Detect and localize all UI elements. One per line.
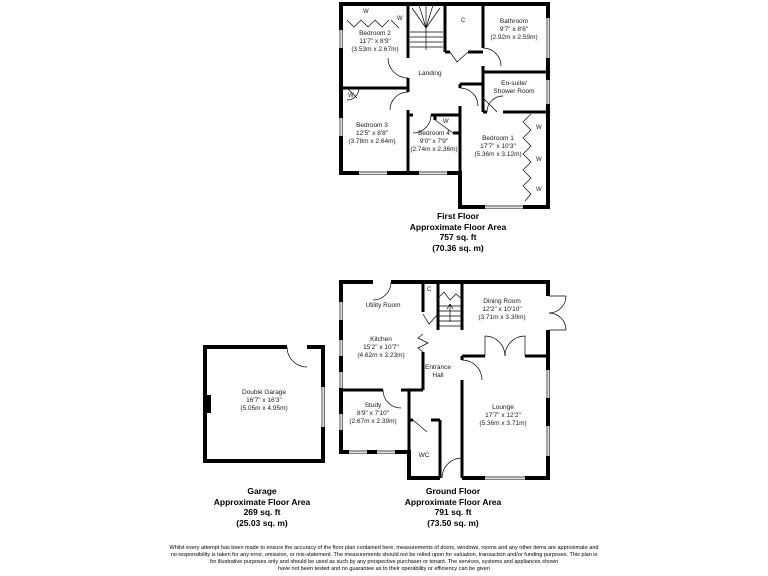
- room-label-lounge: [465, 404, 541, 428]
- lounge-name: Lounge: [492, 404, 514, 411]
- room-label-bedroom4: [397, 130, 471, 154]
- bedroom3-metric: (3.78m x 2.64m): [348, 138, 396, 145]
- wardrobe-label: W: [536, 157, 542, 163]
- room-label-study: [337, 402, 409, 426]
- bathroom-metric: (2.92m x 2.59m): [490, 34, 538, 41]
- dining-imperial: 12'2" x 10'10": [482, 306, 522, 313]
- dining-name: Dining Room: [483, 298, 521, 305]
- disclaimer-line3: for illustrative purposes only and should be used as such by any prospective purchaser or tenant. The services, systems and appliances shown: [209, 558, 559, 565]
- room-label-bedroom3: [339, 122, 405, 146]
- bathroom-imperial: 9'7" x 8'6": [499, 26, 529, 33]
- garage-metric: (5.05m x 4.95m): [240, 405, 288, 412]
- garage-door-gap: [287, 344, 307, 350]
- study-name: Study: [364, 402, 382, 409]
- room-label-bedroom1: [462, 135, 534, 159]
- disclaimer-line4: have not been tested and no guarantee as to their operability or efficiency can be given: [278, 565, 490, 572]
- room-label-kitchen: [343, 336, 419, 360]
- room-label-garage: [205, 389, 323, 413]
- ground-floor-plan: [335, 268, 570, 483]
- ground-floor-area-m: (73.50 sq. m): [427, 517, 479, 528]
- garage-title: Garage: [247, 486, 277, 496]
- bedroom4-metric: (2.74m x 2.36m): [410, 146, 458, 153]
- hall-name2: Hall: [432, 372, 444, 379]
- garage-subtitle: Approximate Floor Area: [213, 496, 311, 507]
- first-floor-subtitle: Approximate Floor Area: [409, 221, 507, 232]
- cupboard-label: C: [461, 18, 466, 24]
- bedroom4-name: Bedroom 4: [418, 130, 450, 137]
- garage-area-ft: 269 sq. ft: [243, 507, 281, 517]
- bedroom2-metric: (3.53m x 2.67m): [351, 46, 399, 53]
- first-floor-area-m: (70.36 sq. m): [432, 242, 484, 253]
- ground-floor-subtitle: Approximate Floor Area: [404, 496, 502, 507]
- first-floor-caption: [358, 211, 558, 253]
- landing-name: Landing: [418, 70, 442, 77]
- lounge-metric: (5.36m x 3.71m): [479, 420, 527, 427]
- lounge-imperial: 17'7" x 12'2": [485, 412, 521, 419]
- bedroom1-name: Bedroom 1: [482, 135, 514, 142]
- wardrobe-label: W: [363, 9, 369, 15]
- bedroom4-imperial: 9'0" x 7'9": [419, 138, 449, 145]
- wardrobe-label: W: [397, 16, 403, 22]
- disclaimer-line2: no responsibility is taken for any error, omission, or mis-statement. The measurements should not be relied upon for valuation, transaction and/or funding purposes. This plan is: [170, 551, 598, 558]
- bedroom1-imperial: 17'7" x 10'3": [480, 143, 516, 150]
- bedroom3-name: Bedroom 3: [356, 122, 388, 129]
- wardrobe-label: W: [348, 93, 354, 99]
- study-metric: (2.67m x 2.39m): [349, 418, 397, 425]
- ground-floor-area-ft: 791 sq. ft: [434, 507, 472, 517]
- room-label-bathroom: [481, 18, 547, 42]
- room-label-landing: [400, 70, 460, 78]
- room-label-hall: [413, 364, 463, 380]
- wardrobe-label: W: [443, 119, 449, 125]
- first-floor-title: First Floor: [436, 211, 480, 221]
- bedroom3-imperial: 12'5" x 8'8": [355, 130, 389, 137]
- dining-metric: (3.71m x 3.30m): [478, 314, 526, 321]
- first-floor-stairs: [410, 4, 443, 50]
- disclaimer-line1: Whilst every attempt has been made to ensure the accuracy of the floor plan contained here, measurements of doors, windows, rooms and any other items are approximate and: [169, 545, 599, 551]
- ensuite-name2: Shower Room: [493, 88, 535, 95]
- ground-floor-caption: [353, 486, 553, 528]
- utility-name: Utility Room: [365, 302, 401, 309]
- cupboard-label: C: [427, 287, 432, 293]
- garage-name: Double Garage: [241, 389, 287, 396]
- first-floor-plan: [335, 0, 570, 212]
- room-label-ensuite: [481, 80, 547, 96]
- study-imperial: 8'9" x 7'10": [356, 410, 390, 417]
- ground-floor-title: Ground Floor: [425, 486, 481, 496]
- bedroom2-name: Bedroom 2: [359, 30, 391, 37]
- garage-plan: [195, 335, 335, 475]
- kitchen-imperial: 15'2" x 10'7": [363, 344, 399, 351]
- room-label-bedroom2: [339, 30, 411, 54]
- wc-name: WC: [418, 452, 430, 459]
- bedroom2-imperial: 11'7" x 8'9": [359, 38, 391, 45]
- room-label-utility: [347, 302, 419, 310]
- garage-area-m: (25.03 sq. m): [236, 517, 288, 528]
- garage-imperial: 16'7" x 16'3": [246, 397, 282, 404]
- kitchen-metric: (4.62m x 3.23m): [357, 352, 405, 359]
- hall-name: Entrance: [424, 364, 452, 371]
- wardrobe-label: W: [536, 125, 542, 131]
- garage-caption: [162, 486, 362, 528]
- first-floor-area-ft: 757 sq. ft: [439, 232, 477, 242]
- bathroom-name: Bathroom: [499, 18, 529, 25]
- ensuite-name: En-suite/: [501, 80, 527, 87]
- disclaimer-text: [0, 545, 768, 573]
- kitchen-name: Kitchen: [370, 336, 392, 343]
- room-label-dining: [465, 298, 539, 322]
- wardrobe-label: W: [536, 187, 542, 193]
- room-label-wc: [411, 452, 437, 460]
- ground-floor-stairs: [438, 292, 462, 326]
- bedroom1-metric: (5.36m x 3.12m): [474, 151, 522, 158]
